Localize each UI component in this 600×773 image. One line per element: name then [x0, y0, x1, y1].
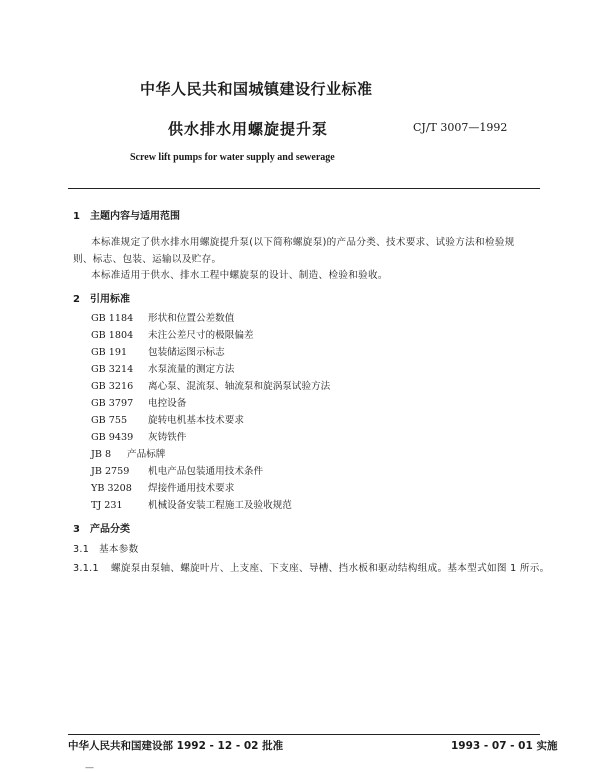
- section-3-1-heading: 3.1 基本参数: [73, 544, 139, 555]
- section-1-paragraph-1-line-1: 本标准规定了供水排水用螺旋提升泵(以下简称螺旋泵)的产品分类、技术要求、试验方法和检验规: [91, 237, 515, 248]
- section-1-heading: 1 主题内容与适用范围: [73, 211, 180, 222]
- english-title: Screw lift pumps for water supply and sewerage: [130, 152, 335, 163]
- reference-item: GB 9439 灰铸铁件: [91, 432, 187, 443]
- implementation-date: 1993 - 07 - 01 实施: [451, 740, 558, 752]
- footer-rule: [68, 734, 540, 735]
- section-1-paragraph-2: 本标准适用于供水、排水工程中螺旋泵的设计、制造、检验和验收。: [91, 270, 388, 281]
- reference-item: GB 1804 未注公差尺寸的极限偏差: [91, 330, 254, 341]
- issuing-authority: 中华人民共和国城镇建设行业标准: [140, 80, 373, 98]
- reference-item: TJ 231 机械设备安装工程施工及验收规范: [91, 500, 292, 511]
- reference-item: YB 3208 焊接件通用技术要求: [91, 483, 235, 494]
- section-1-paragraph-1-line-2: 则、标志、包装、运输以及贮存。: [73, 254, 222, 265]
- section-3-heading: 3 产品分类: [73, 524, 130, 535]
- reference-item: JB 2759 机电产品包装通用技术条件: [91, 466, 264, 477]
- reference-item: GB 191 包装储运图示标志: [91, 347, 225, 358]
- reference-item: GB 3216 离心泵、混流泵、轴流泵和旋涡泵试验方法: [91, 381, 331, 392]
- standard-code: CJ/T 3007—1992: [413, 121, 508, 134]
- reference-item: GB 755 旋转电机基本技术要求: [91, 415, 244, 426]
- section-2-heading: 2 引用标准: [73, 294, 130, 305]
- document-title: 供水排水用螺旋提升泵: [168, 120, 329, 138]
- page-mark: —: [85, 763, 94, 773]
- reference-item: GB 3797 电控设备: [91, 398, 187, 409]
- approval-date: 中华人民共和国建设部 1992 - 12 - 02 批准: [68, 740, 284, 752]
- reference-item: JB 8 产品标牌: [91, 449, 166, 460]
- reference-item: GB 3214 水泵流量的测定方法: [91, 364, 235, 375]
- section-3-1-1-text: 3.1.1 螺旋泵由泵轴、螺旋叶片、上支座、下支座、导槽、挡水板和驱动结构组成。基本型式如图 1 所示。: [73, 563, 550, 574]
- reference-item: GB 1184 形状和位置公差数值: [91, 313, 235, 324]
- header-rule: [68, 188, 540, 189]
